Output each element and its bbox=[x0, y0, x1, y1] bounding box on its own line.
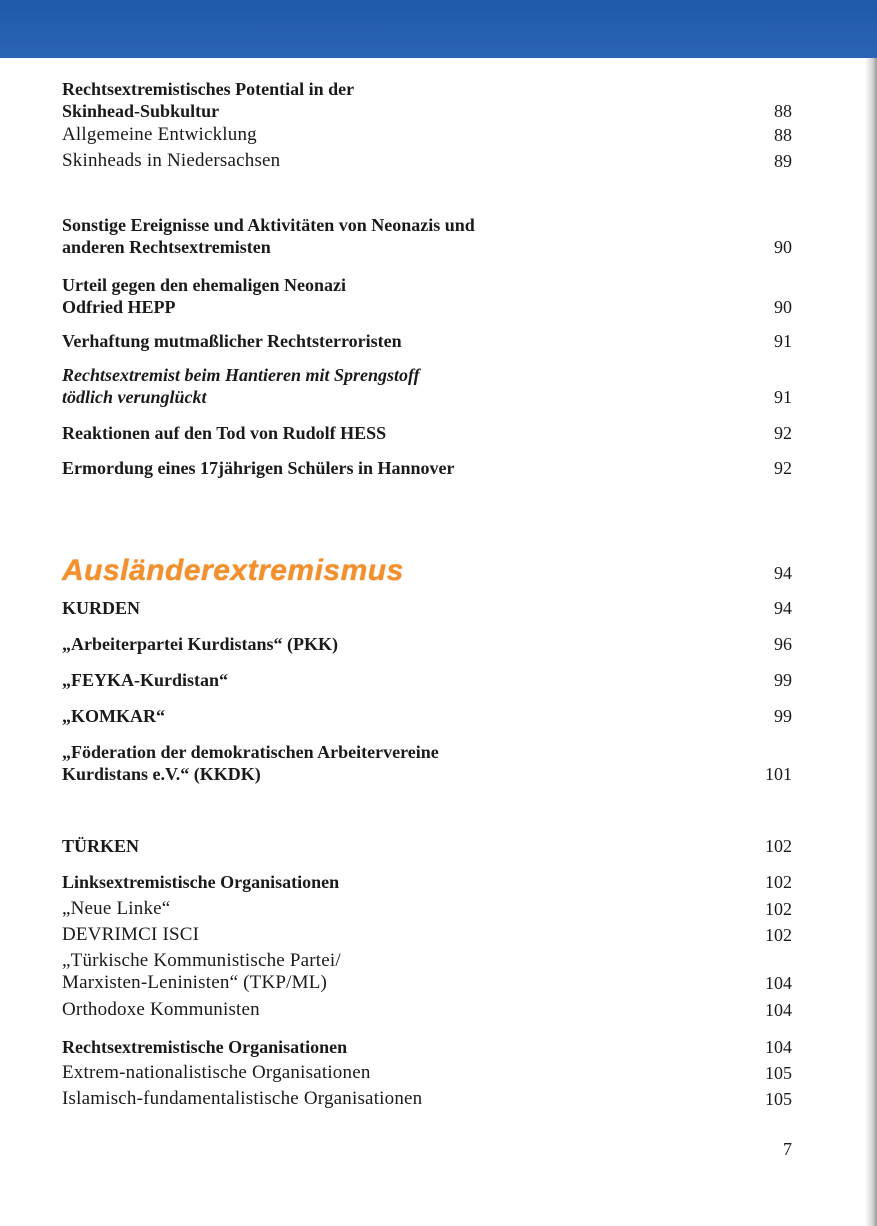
toc-entry-page: 105 bbox=[765, 1063, 792, 1083]
toc-entry bbox=[62, 597, 792, 619]
toc-entry bbox=[62, 835, 792, 857]
toc-entry bbox=[62, 1036, 792, 1058]
toc-entry bbox=[62, 124, 792, 146]
toc-entry-page: 102 bbox=[765, 899, 792, 919]
toc-entry bbox=[62, 898, 792, 920]
toc-entry-page: 102 bbox=[765, 925, 792, 945]
toc-entry bbox=[62, 999, 792, 1021]
toc-entry-title-line: Extrem-nationalistische Organisationen bbox=[62, 1062, 371, 1083]
toc-entry-title-line: Rechtsextremistische Organisationen bbox=[62, 1037, 348, 1057]
toc-entry-page: 104 bbox=[765, 973, 792, 993]
toc-entry bbox=[62, 871, 792, 893]
toc-entry bbox=[62, 274, 792, 318]
toc-entry-page: 94 bbox=[774, 598, 792, 618]
toc-entry-page: 88 bbox=[774, 101, 792, 121]
toc-entry-page: 90 bbox=[774, 297, 792, 317]
toc-entry-page: 88 bbox=[774, 125, 792, 145]
toc-entry-title-line: Odfried HEPP bbox=[62, 297, 176, 317]
toc-entry-page: 91 bbox=[774, 387, 792, 407]
toc-entry bbox=[62, 633, 792, 655]
toc-entry-page: 96 bbox=[774, 634, 792, 654]
toc-entry-title-line: anderen Rechtsextremisten bbox=[62, 237, 271, 257]
toc-entry-title-line: Urteil gegen den ehemaligen Neonazi bbox=[62, 275, 346, 295]
toc-entry bbox=[62, 214, 792, 258]
toc-entry-page: 104 bbox=[765, 1000, 792, 1020]
toc-entry-title-line: „Föderation der demokratischen Arbeitervereine bbox=[62, 742, 439, 762]
toc-entry bbox=[62, 924, 792, 946]
toc-entry bbox=[62, 150, 792, 172]
toc-entry-page: 99 bbox=[774, 706, 792, 726]
toc-entry-title-line: Reaktionen auf den Tod von Rudolf HESS bbox=[62, 423, 387, 443]
toc-entry-title-line: Rechtsextremist beim Hantieren mit Sprengstoff bbox=[62, 365, 420, 385]
toc-entry bbox=[62, 741, 792, 785]
toc-entry bbox=[62, 1088, 792, 1110]
toc-entry-title-line: Skinheads in Niedersachsen bbox=[62, 150, 281, 171]
toc-entry bbox=[62, 78, 792, 122]
toc-entry-title-line: DEVRIMCI ISCI bbox=[62, 924, 200, 945]
toc-entry-title-line: Orthodoxe Kommunisten bbox=[62, 999, 260, 1020]
toc-entry-page: 92 bbox=[774, 423, 792, 443]
toc-entry-title-line: Islamisch-fundamentalistische Organisationen bbox=[62, 1088, 423, 1109]
toc-entry-page: 102 bbox=[765, 836, 792, 856]
section-heading-page: 94 bbox=[774, 563, 792, 583]
toc-entry bbox=[62, 950, 792, 994]
toc-entry-page: 102 bbox=[765, 872, 792, 892]
toc-entry-title-line: Linksextremistische Organisationen bbox=[62, 872, 340, 892]
toc-entry-page: 104 bbox=[765, 1037, 792, 1057]
toc-entry bbox=[62, 669, 792, 691]
toc-entry-title-line: „Arbeiterpartei Kurdistans“ (PKK) bbox=[62, 634, 338, 654]
toc-entry bbox=[62, 705, 792, 727]
toc-entry bbox=[62, 364, 792, 408]
toc-entry-title-line: Verhaftung mutmaßlicher Rechtsterroristen bbox=[62, 331, 402, 351]
toc-entry-page: 90 bbox=[774, 237, 792, 257]
toc-entry-page: 101 bbox=[765, 764, 792, 784]
toc-entry bbox=[62, 457, 792, 479]
toc-entry bbox=[62, 422, 792, 444]
toc-entry-title-line: Ermordung eines 17jährigen Schülers in Hannover bbox=[62, 458, 455, 478]
toc-entry-title-line: „Neue Linke“ bbox=[62, 898, 171, 919]
page-edge-shadow bbox=[865, 58, 877, 1226]
toc-entry bbox=[62, 330, 792, 352]
toc-entry-title-line: Allgemeine Entwicklung bbox=[62, 124, 257, 145]
toc-entry-page: 92 bbox=[774, 458, 792, 478]
top-color-band bbox=[0, 0, 877, 58]
toc-entry-title-line: Marxisten-Leninisten“ (TKP/ML) bbox=[62, 972, 328, 993]
page-number: 7 bbox=[783, 1139, 792, 1159]
toc-entry-page: 91 bbox=[774, 331, 792, 351]
toc-entry-page: 89 bbox=[774, 151, 792, 171]
toc-entry-title-line: Skinhead-Subkultur bbox=[62, 101, 220, 121]
section-heading: Ausländerextremismus bbox=[62, 554, 404, 587]
toc-entry-title-line: tödlich verunglückt bbox=[62, 387, 207, 407]
toc-entry-title-line: „Türkische Kommunistische Partei/ bbox=[62, 950, 341, 971]
toc-entry-title-line: KURDEN bbox=[62, 598, 141, 618]
toc-entry bbox=[62, 1062, 792, 1084]
toc-entry-title-line: Sonstige Ereignisse und Aktivitäten von Neonazis und bbox=[62, 215, 475, 235]
toc-entry-page: 105 bbox=[765, 1089, 792, 1109]
toc-entry-title-line: Rechtsextremistisches Potential in der bbox=[62, 79, 355, 99]
toc-entry-title-line: Kurdistans e.V.“ (KKDK) bbox=[62, 764, 261, 784]
toc-entry-page: 99 bbox=[774, 670, 792, 690]
toc-entry-title-line: „KOMKAR“ bbox=[62, 706, 165, 726]
toc-entry-title-line: „FEYKA-Kurdistan“ bbox=[62, 670, 229, 690]
toc-entry-title-line: TÜRKEN bbox=[62, 836, 140, 856]
